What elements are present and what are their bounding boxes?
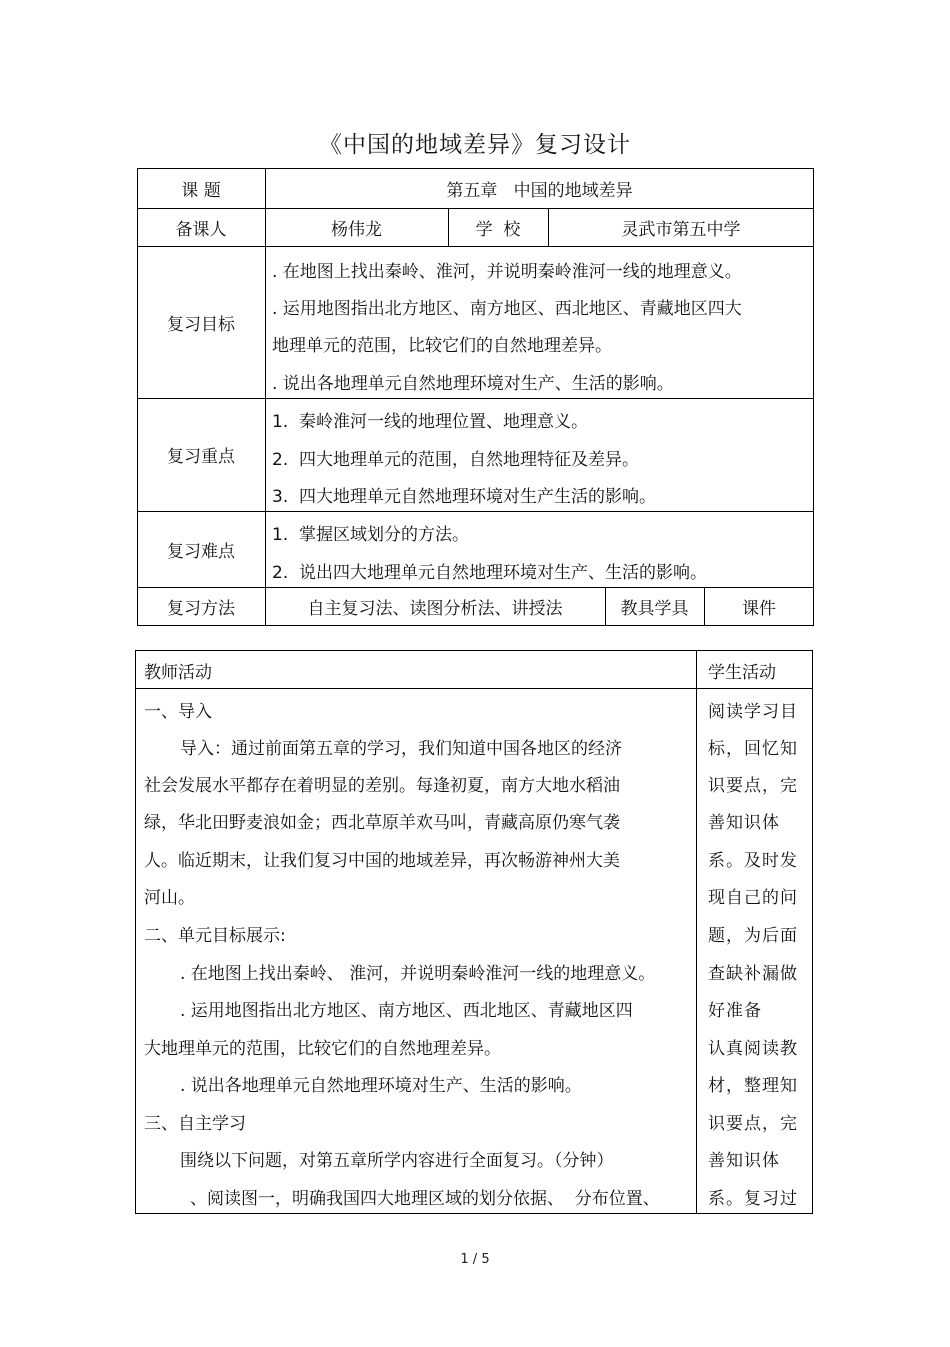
teacher-text-line: . 运用地图指出北方地区、南方地区、西北地区、青藏地区四 bbox=[180, 1001, 633, 1021]
goal-item: . 运用地图指出北方地区、南方地区、西北地区、青藏地区四大 bbox=[272, 299, 742, 319]
key-point-item: 2. 四大地理单元的范围，自然地理特征及差异。 bbox=[272, 450, 640, 470]
teacher-text-line: 人。临近期末，让我们复习中国的地域差异，再次畅游神州大美 bbox=[144, 851, 620, 871]
student-text-line: 标，回忆知 bbox=[708, 739, 798, 759]
student-text-line: 善知识体 bbox=[708, 1151, 780, 1171]
teacher-text-line: 导入：通过前面第五章的学习，我们知道中国各地区的经济 bbox=[180, 739, 622, 759]
preparer-value: 杨伟龙 bbox=[331, 219, 382, 240]
document-title: 《中国的地域差异》复习设计 bbox=[319, 132, 631, 158]
student-text-line: 好准备 bbox=[708, 1001, 762, 1021]
student-text-line: 题，为后面 bbox=[708, 926, 798, 946]
key-points-label: 复习重点 bbox=[167, 447, 235, 467]
goal-item: . 说出各地理单元自然地理环境对生产、生活的影响。 bbox=[272, 374, 674, 394]
preparer-label: 备课人 bbox=[175, 219, 227, 240]
teacher-text-line: 二、单元目标展示: bbox=[144, 926, 286, 946]
method-value: 自主复习法、读图分析法、讲授法 bbox=[307, 599, 563, 619]
difficult-points-label: 复习难点 bbox=[167, 541, 235, 562]
school-label: 学 校 bbox=[475, 219, 521, 240]
goals-label: 复习目标 bbox=[167, 314, 235, 335]
goal-item: 地理单元的范围，比较它们的自然地理差异。 bbox=[272, 336, 612, 356]
student-text-line: 善知识体 bbox=[708, 813, 780, 833]
teacher-text-line: 河山。 bbox=[144, 888, 195, 908]
topic-value: 第五章 中国的地域差异 bbox=[446, 180, 633, 201]
teacher-text-line: . 说出各地理单元自然地理环境对生产、生活的影响。 bbox=[180, 1076, 582, 1096]
teacher-text-line: . 在地图上找出秦岭、 淮河，并说明秦岭淮河一线的地理意义。 bbox=[180, 964, 656, 984]
student-activity-header: 学生活动 bbox=[708, 663, 776, 683]
student-text-line: 识要点，完 bbox=[708, 776, 798, 796]
student-text-line: 材，整理知 bbox=[708, 1076, 798, 1096]
page-number: 1 / 5 bbox=[460, 1252, 490, 1267]
student-text-line: 系。复习过 bbox=[708, 1189, 798, 1209]
difficult-point-item: 1. 掌握区域划分的方法。 bbox=[272, 525, 470, 545]
teacher-text-line: 大地理单元的范围，比较它们的自然地理差异。 bbox=[144, 1039, 501, 1059]
teacher-text-line: 社会发展水平都存在着明显的差别。每逢初夏，南方大地水稻油 bbox=[144, 776, 620, 796]
aids-label: 教具学具 bbox=[620, 599, 689, 619]
student-text-line: 查缺补漏做 bbox=[708, 964, 798, 984]
student-text-line: 识要点，完 bbox=[708, 1114, 798, 1134]
key-point-item: 1. 秦岭淮河一线的地理位置、地理意义。 bbox=[272, 412, 589, 432]
goal-item: . 在地图上找出秦岭、淮河，并说明秦岭淮河一线的地理意义。 bbox=[272, 262, 742, 282]
student-text-line: 认真阅读教 bbox=[708, 1039, 798, 1059]
key-point-item: 3. 四大地理单元自然地理环境对生产生活的影响。 bbox=[272, 487, 657, 507]
topic-label: 课 题 bbox=[181, 180, 221, 201]
teacher-text-line: 、阅读图一，明确我国四大地理区域的划分依据、 分布位置、 bbox=[190, 1189, 660, 1209]
method-label: 复习方法 bbox=[167, 599, 235, 619]
student-text-line: 阅读学习目 bbox=[708, 702, 798, 722]
student-text-line: 系。及时发 bbox=[708, 851, 798, 871]
aids-value: 课件 bbox=[742, 599, 776, 619]
teacher-text-line: 绿，华北田野麦浪如金；西北草原羊欢马叫，青藏高原仍寒气袭 bbox=[144, 813, 620, 833]
difficult-point-item: 2. 说出四大地理单元自然地理环境对生产、生活的影响。 bbox=[272, 563, 708, 583]
student-text-line: 现自己的问 bbox=[708, 888, 798, 908]
teacher-text-line: 围绕以下问题，对第五章所学内容进行全面复习。（分钟） bbox=[180, 1151, 614, 1171]
teacher-activity-header: 教师活动 bbox=[144, 663, 212, 683]
school-value: 灵武市第五中学 bbox=[621, 219, 741, 240]
teacher-text-line: 三、自主学习 bbox=[144, 1114, 246, 1134]
teacher-text-line: 一、导入 bbox=[144, 702, 212, 722]
